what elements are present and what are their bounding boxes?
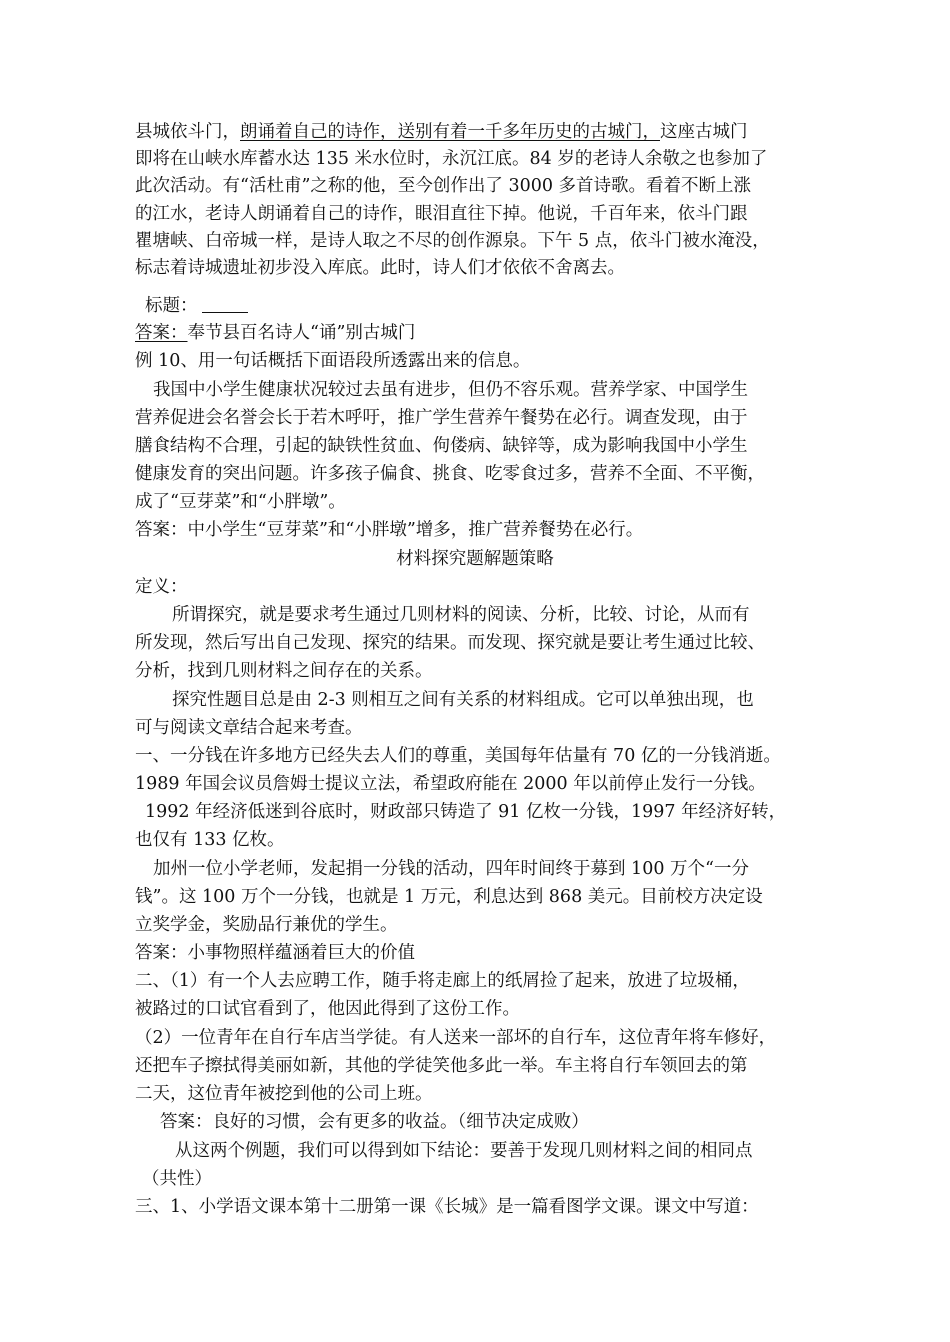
text-line: 1989 年国会议员詹姆士提议立法，希望政府能在 2000 年以前停止发行一分钱。	[135, 774, 766, 794]
title-prompt: 标题：	[145, 295, 248, 317]
answer-line: 答案：奉节县百名诗人“诵”别古城门	[135, 323, 416, 343]
text-line: 瞿塘峡、白帝城一样，是诗人取之不尽的创作源泉。下午 5 点，依斗门被水淹没，	[135, 231, 770, 251]
text-line: 立奖学金，奖励品行兼优的学生。	[135, 915, 398, 935]
text-line: 一、一分钱在许多地方已经失去人们的尊重，美国每年估量有 70 亿的一分钱消逝。	[135, 746, 781, 766]
text-line: 即将在山峡水库蓄水达 135 米水位时，永沉江底。84 岁的老诗人余敬之也参加了	[135, 149, 768, 169]
answer-line: 答案：良好的习惯，会有更多的收益。（细节决定成败）	[160, 1112, 589, 1132]
text-line: 被路过的口试官看到了，他因此得到了这份工作。	[135, 999, 520, 1019]
text-line: 标志着诗城遗址初步没入库底。此时，诗人们才依依不舍离去。	[135, 258, 625, 278]
definition-label: 定义：	[135, 577, 188, 597]
text-line: 所发现，然后写出自己发现、探究的结果。而发现、探究就是要让考生通过比较、	[135, 633, 765, 653]
text-line: （2）一位青年在自行车店当学徒。有人送来一部坏的自行车，这位青年将车修好，	[135, 1028, 777, 1048]
text-line: 营养促进会名誉会长于若木呼吁，推广学生营养午餐势在必行。调查发现，由于	[135, 408, 748, 428]
text-line: 也仅有 133 亿枚。	[135, 830, 285, 850]
text-line: 二天，这位青年被挖到他的公司上班。	[135, 1084, 433, 1104]
text-line: 分析，找到几则材料之间存在的关系。	[135, 661, 433, 681]
answer-label: 答案：	[135, 323, 188, 343]
text-line: 1992 年经济低迷到谷底时，财政部只铸造了 91 亿枚一分钱，1997 年经济好转，	[145, 802, 787, 822]
text-line: 健康发育的突出问题。许多孩子偏食、挑食、吃零食过多，营养不全面、不平衡，	[135, 464, 765, 484]
text-line: （共性）	[142, 1169, 212, 1189]
text-line: 所谓探究，就是要求考生通过几则材料的阅读、分析，比较、讨论，从而有	[172, 605, 750, 625]
text-line: 成了“豆芽菜”和“小胖墩”。	[135, 492, 346, 512]
text-line: 县城依斗门，朗诵着自己的诗作，送别有着一千多年历史的古城门，这座古城门	[135, 122, 748, 142]
text-line: 二、（1）有一个人去应聘工作，随手将走廊上的纸屑捡了起来，放进了垃圾桶，	[135, 971, 750, 991]
title-blank	[202, 296, 248, 313]
text-line: 从这两个例题，我们可以得到如下结论：要善于发现几则材料之间的相同点	[175, 1141, 753, 1161]
text-line: 还把车子擦拭得美丽如新，其他的学徒笑他多此一举。车主将自行车领回去的第	[135, 1056, 748, 1076]
underlined-phrase: 朗诵着自己的诗作，送别有着一千多年历史的古城门，	[240, 122, 660, 142]
text-line: 我国中小学生健康状况较过去虽有进步，但仍不容乐观。营养学家、中国学生	[153, 380, 748, 400]
example-question: 例 10、用一句话概括下面语段所透露出来的信息。	[135, 351, 531, 371]
text-line: 此次活动。有“活杜甫”之称的他，至今创作出了 3000 多首诗歌。看着不断上涨	[135, 176, 752, 196]
section-title: 材料探究题解题策略	[396, 549, 554, 569]
answer-line: 答案：中小学生“豆芽菜”和“小胖墩”增多，推广营养餐势在必行。	[135, 520, 644, 540]
answer-line: 答案：小事物照样蕴涵着巨大的价值	[135, 943, 415, 963]
text-line: 钱”。这 100 万个一分钱，也就是 1 万元，利息达到 868 美元。目前校方决定设	[135, 887, 763, 907]
text-line: 可与阅读文章结合起来考查。	[135, 718, 363, 738]
text-line: 加州一位小学老师，发起捐一分钱的活动，四年时间终于募到 100 万个“一分	[153, 859, 749, 879]
text-line: 三、1、小学语文课本第十二册第一课《长城》是一篇看图学文课。课文中写道：	[135, 1197, 759, 1217]
text-line: 探究性题目总是由 2-3 则相互之间有关系的材料组成。它可以单独出现，也	[172, 690, 754, 710]
text-line: 的江水，老诗人朗诵着自己的诗作，眼泪直往下掉。他说，千百年来，依斗门跟	[135, 204, 748, 224]
text-line: 膳食结构不合理，引起的缺铁性贫血、佝偻病、缺锌等，成为影响我国中小学生	[135, 436, 748, 456]
